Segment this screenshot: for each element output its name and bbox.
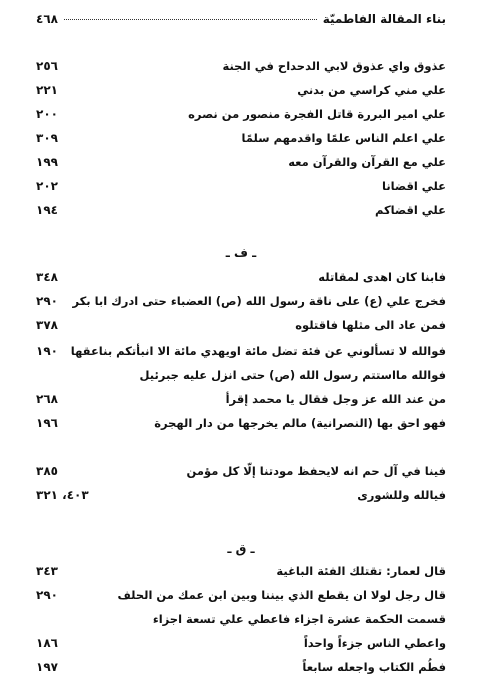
entry-page-number: ١٩٤ bbox=[36, 203, 58, 217]
index-entry bbox=[36, 314, 446, 336]
entry-text: فابنا كان اهدى لمقاتله bbox=[318, 270, 446, 284]
entry-text: قسمت الحكمة عشرة اجزاء فاعطي علي تسعة اجزاء bbox=[152, 612, 446, 626]
index-entry bbox=[36, 127, 446, 149]
entry-page-number: ٣٠٩ bbox=[36, 131, 58, 145]
entry-text: من عند الله عز وجل فقال يا محمد إقرأ bbox=[225, 392, 446, 406]
index-entry bbox=[36, 151, 446, 173]
section-letter-fa: ـ ف ـ bbox=[225, 246, 257, 260]
page-header bbox=[36, 12, 446, 30]
entry-page-number: ٤٠٣، ٣٢١ bbox=[36, 488, 89, 502]
index-entry bbox=[36, 55, 446, 77]
entry-page-number: ١٩٠ bbox=[36, 344, 58, 358]
index-entry bbox=[36, 388, 446, 410]
entry-page-number: ٢٢١ bbox=[36, 83, 58, 97]
entry-text: واعطي الناس جزءاً واحداً bbox=[303, 636, 446, 650]
entry-page-number: ٢٠٠ bbox=[36, 107, 58, 121]
index-entry bbox=[36, 656, 446, 678]
index-entry bbox=[36, 79, 446, 101]
entry-text: عذوق واي عذوق لابي الدحداح في الجنة bbox=[222, 59, 446, 73]
entry-text: فهو احق بها (النصرانية) مالم يخرجها من دار الهجرة bbox=[154, 416, 446, 430]
entry-text: قال رجل لولا ان يقطع الذي بيننا وبين ابن عمك من الحلف bbox=[117, 588, 446, 602]
entry-text: علي اقضاكم bbox=[374, 203, 446, 217]
entry-text: قال لعمار: تقتلك الفئة الباغية bbox=[276, 564, 446, 578]
index-entry bbox=[36, 632, 446, 654]
entry-text: فينا في آل حم انه لايحفظ مودتنا إلّا كل مؤمن bbox=[186, 464, 446, 478]
entry-page-number: ٣٤٣ bbox=[36, 564, 58, 578]
entry-page-number: ١٩٧ bbox=[36, 660, 58, 674]
entry-text: علي مع القرآن والقرآن معه bbox=[288, 155, 446, 169]
book-title: بناء المقالة الفاطميّة bbox=[322, 12, 446, 26]
entry-page-number: ٣٧٨ bbox=[36, 318, 58, 332]
entry-page-number: ٢٦٨ bbox=[36, 392, 58, 406]
entry-page-number: ٢٠٢ bbox=[36, 179, 58, 193]
entry-text: فوالله لا تسألوني عن فئة تضل مائة اويهدي مائة الا انبأتكم بناعقها bbox=[70, 344, 446, 358]
index-entry bbox=[36, 266, 446, 288]
entry-text: فمن عاد الى مثلها فاقتلوه bbox=[295, 318, 446, 332]
index-entry bbox=[36, 103, 446, 125]
section-letter-qaf: ـ ق ـ bbox=[227, 542, 255, 556]
index-entry bbox=[36, 584, 446, 606]
entry-text: علي امير البررة قاتل الفجرة منصور من نصره bbox=[188, 107, 446, 121]
index-entry bbox=[36, 175, 446, 197]
page-number: ٤٦٨ bbox=[36, 12, 58, 26]
index-entry bbox=[36, 484, 446, 506]
entry-page-number: ٣٨٥ bbox=[36, 464, 58, 478]
index-entry bbox=[36, 412, 446, 434]
index-entry bbox=[36, 290, 446, 312]
entry-page-number: ١٨٦ bbox=[36, 636, 58, 650]
entry-text: فخرج علي (ع) على ناقة رسول الله (ص) العضباء حتى ادرك ابا بكر bbox=[72, 294, 446, 308]
entry-text: فيالله وللشورى bbox=[357, 488, 446, 502]
index-entry bbox=[36, 460, 446, 482]
entry-text: فوالله مااستتم رسول الله (ص) حتى انزل عليه جبرئيل bbox=[139, 368, 446, 382]
entry-text: علي اعلم الناس علمًا واقدمهم سلمًا bbox=[241, 131, 446, 145]
index-entry bbox=[36, 560, 446, 582]
entry-text: فطُم الكتاب واجعله سابعاً bbox=[302, 660, 446, 674]
entry-page-number: ٢٩٠ bbox=[36, 294, 58, 308]
entry-text: علي مني كراسي من بدني bbox=[297, 83, 446, 97]
header-dotted-leader bbox=[64, 19, 317, 20]
index-entry bbox=[36, 364, 446, 386]
entry-page-number: ١٩٦ bbox=[36, 416, 58, 430]
entry-page-number: ٢٩٠ bbox=[36, 588, 58, 602]
entry-page-number: ٢٥٦ bbox=[36, 59, 58, 73]
index-entry bbox=[36, 608, 446, 630]
entry-page-number: ٣٤٨ bbox=[36, 270, 58, 284]
index-entry bbox=[36, 340, 446, 362]
entry-page-number: ١٩٩ bbox=[36, 155, 58, 169]
index-entry bbox=[36, 199, 446, 221]
entry-text: علي اقضانا bbox=[382, 179, 446, 193]
